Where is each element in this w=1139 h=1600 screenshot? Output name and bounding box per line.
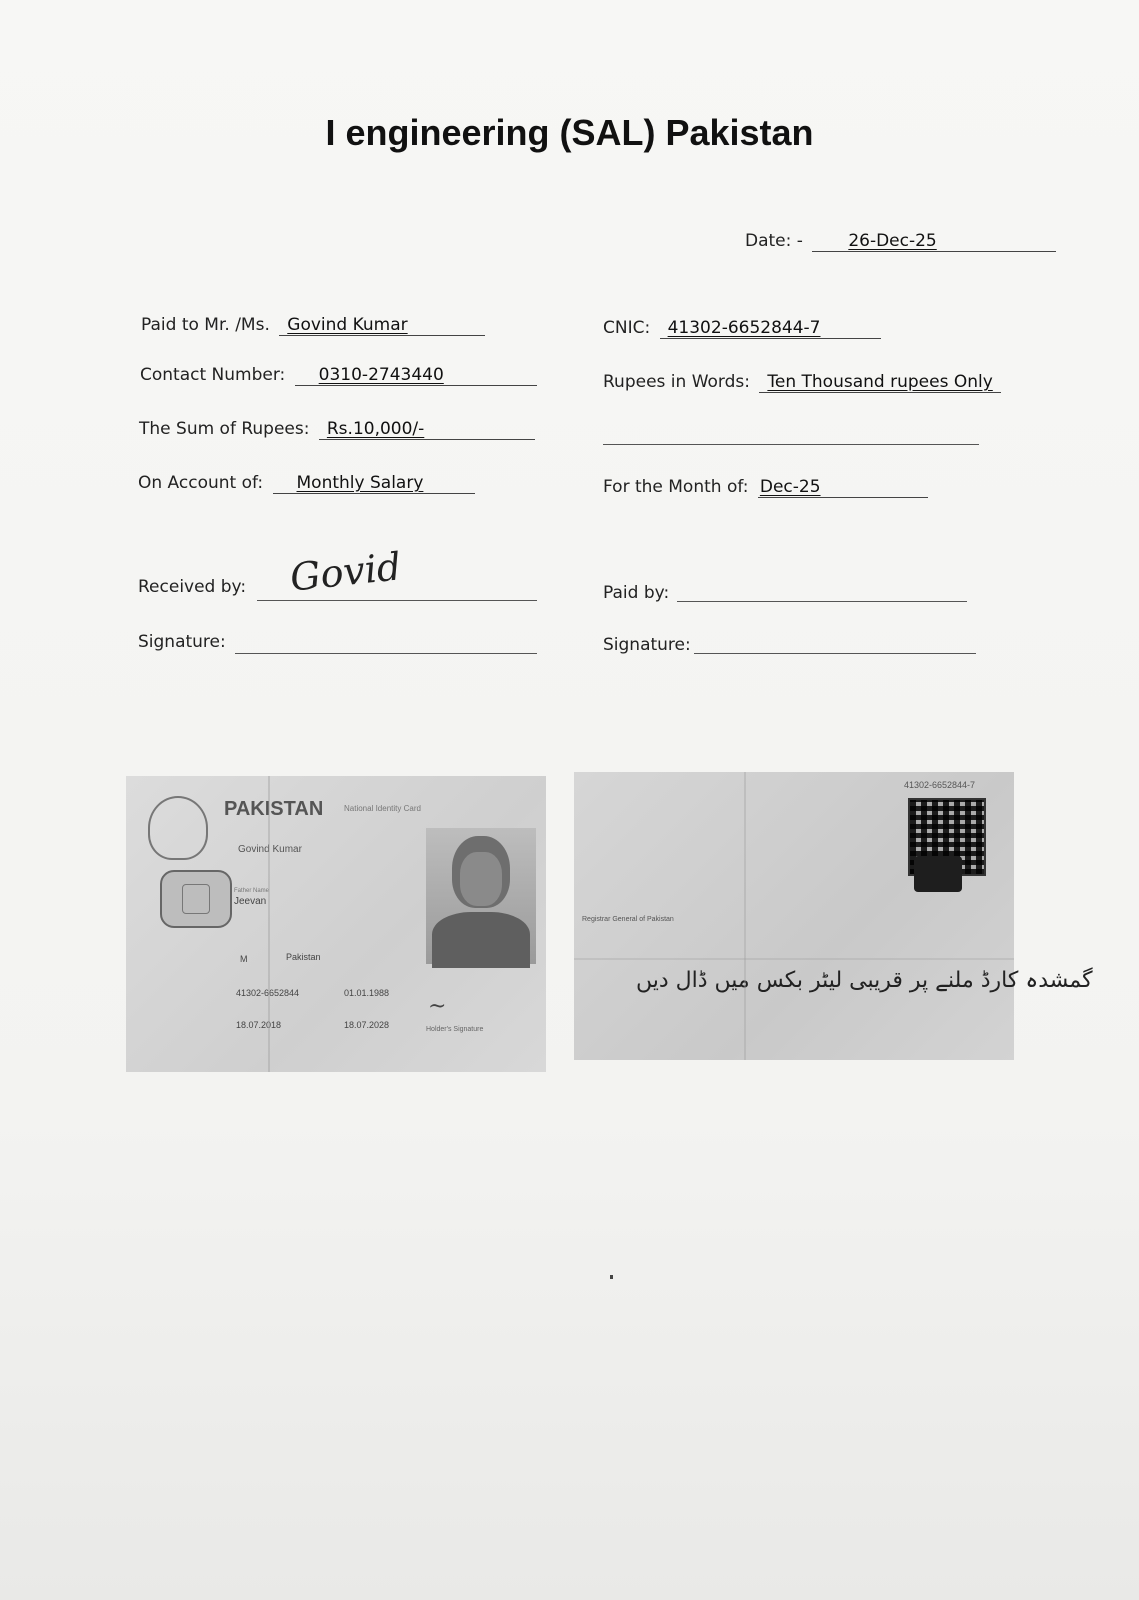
rupees-words-value: Ten Thousand rupees Only — [759, 372, 1000, 393]
cnic-urdu-notice: گمشدہ کارڈ ملنے پر قریبی لیٹر بکس میں ڈال دیں — [636, 968, 1093, 993]
received-by-line — [257, 600, 537, 601]
cnic-holder-signature-label: Holder's Signature — [426, 1026, 484, 1033]
paid-to-label: Paid to Mr. /Ms. — [141, 315, 270, 335]
cnic-gender: M — [240, 954, 248, 964]
cnic-holder-name: Govind Kumar — [238, 844, 302, 855]
cnic-holder-signature-mark: ~ — [428, 994, 447, 1019]
rupees-words-continuation-line — [603, 444, 979, 445]
cnic-holder-photo — [426, 828, 536, 964]
left-signature-line — [235, 653, 537, 654]
cnic-identity-number: 41302-6652844 — [236, 988, 300, 998]
date-field — [745, 231, 1056, 252]
rupees-words-label: Rupees in Words: — [603, 372, 750, 392]
sum-field — [139, 419, 535, 440]
cnic-date-of-issue: 18.07.2018 — [236, 1020, 282, 1030]
sum-label: The Sum of Rupees: — [139, 419, 310, 439]
right-signature-line — [694, 653, 976, 654]
account-label: On Account of: — [138, 473, 264, 493]
pakistan-emblem-icon — [148, 796, 208, 860]
contact-value: 0310-2743440 — [295, 365, 537, 386]
cnic-back-number: 41302-6652844-7 — [904, 780, 976, 790]
stray-mark — [610, 1275, 613, 1279]
cnic-registrar: Registrar General of Pakistan — [582, 916, 674, 923]
left-signature-label: Signature: — [138, 632, 226, 652]
cnic-date-of-birth: 01.01.1988 — [344, 988, 390, 998]
cnic-field — [603, 318, 881, 339]
sum-value: Rs.10,000/- — [319, 419, 535, 440]
cnic-card-type: National Identity Card — [344, 804, 421, 813]
paid-by-label: Paid by: — [603, 583, 670, 603]
received-by-label: Received by: — [138, 577, 247, 597]
page-title: I engineering (SAL) Pakistan — [325, 112, 814, 153]
right-signature-label: Signature: — [603, 635, 691, 655]
cnic-back-image — [574, 772, 1093, 1060]
account-value: Monthly Salary — [273, 473, 475, 494]
cnic-front-image — [126, 776, 546, 1072]
cnic-value: 41302-6652844-7 — [660, 318, 881, 339]
card-chip-icon — [160, 870, 232, 928]
paid-by-line — [677, 601, 967, 602]
cnic-country: PAKISTAN — [224, 798, 324, 820]
paid-to-value: Govind Kumar — [279, 315, 485, 336]
month-label: For the Month of: — [603, 477, 749, 497]
date-value: 26-Dec-25 — [812, 231, 1056, 252]
receiver-signature: Govid — [288, 544, 404, 600]
rupees-words-field — [603, 372, 1001, 393]
contact-label: Contact Number: — [140, 365, 286, 385]
contact-field — [140, 365, 537, 386]
date-label: Date: - — [745, 231, 803, 251]
cnic-label: CNIC: — [603, 318, 651, 338]
cnic-date-of-expiry: 18.07.2028 — [344, 1020, 390, 1030]
month-field — [603, 477, 928, 498]
cnic-father-label: Father Name — [234, 888, 270, 894]
cnic-father-name: Jeevan — [234, 896, 267, 907]
month-value: Dec-25 — [758, 477, 928, 498]
account-field — [138, 473, 475, 494]
cnic-country-of-stay: Pakistan — [286, 952, 321, 962]
paid-to-field — [141, 315, 485, 336]
